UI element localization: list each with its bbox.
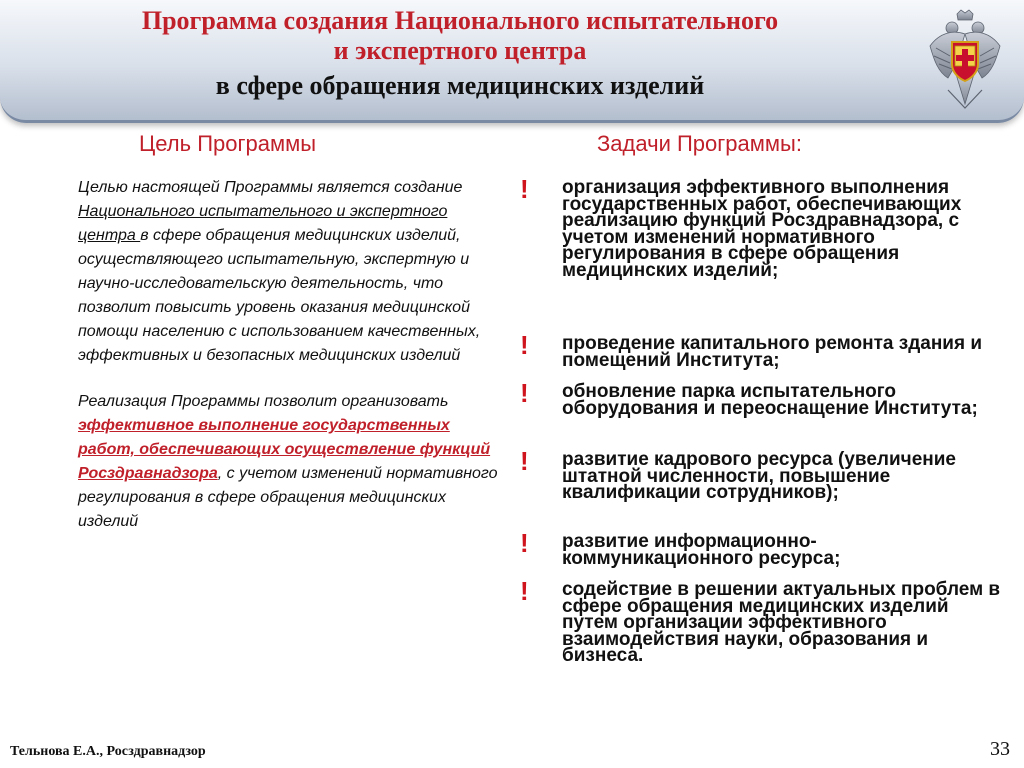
exclamation-icon: !	[520, 174, 529, 204]
title-line-1: Программа создания Национального испытательного	[141, 6, 779, 35]
exclamation-icon: !	[520, 330, 529, 360]
goal-p1-underlined: Национального испытательного и экспертного центра	[78, 203, 448, 244]
goal-p1-intro: Целью настоящей Программы является создание	[78, 179, 463, 196]
goal-paragraph-2	[48, 390, 498, 534]
task-text: организация эффективного выполнения государственных работ, обеспечивающих реализацию функций Росздравнадзора, с учетом изменений нормативного регулирования в сфере обращения медицинских изделий;	[562, 177, 962, 281]
goal-description	[48, 176, 498, 534]
goal-heading: Цель Программы	[139, 131, 317, 156]
task-text: проведение капитального ремонта здания и помещений Института;	[562, 333, 983, 371]
page-number: 33	[990, 738, 1010, 760]
exclamation-icon: !	[520, 446, 529, 476]
goal-p2-intro: Реализация Программы позволит организовать	[78, 393, 449, 410]
title-banner	[0, 0, 1024, 123]
exclamation-icon: !	[520, 528, 529, 558]
task-text: содействие в решении актуальных проблем в сфере обращения медицинских изделий путем организации эффективного взаимодействия науки, образования и бизнеса.	[562, 579, 1001, 666]
exclamation-icon: !	[520, 576, 529, 606]
goal-p1-rest: в сфере обращения медицинских изделий, осуществляющего испытательную, экспертную и научно-исследовательскую деятельность, что позволит повысить уровень оказания медицинской помощи населению с использованием качественных, эффективных и безопасных медицинских изделий	[78, 227, 481, 364]
task-text: развитие информационно-коммуникационного ресурса;	[562, 531, 841, 569]
double-headed-eagle-emblem-icon	[926, 8, 1004, 112]
task-text: развитие кадрового ресурса (увеличение штатной численности, повышение квалификации сотрудников);	[562, 449, 956, 503]
title-line-3: в сфере обращения медицинских изделий	[215, 71, 705, 100]
tasks-heading: Задачи Программы:	[597, 131, 802, 156]
goal-p2-highlight: эффективное выполнение государственных работ, обеспечивающих осуществление функций Росздравнадзора	[78, 417, 491, 482]
title-line-2: и экспертного центра	[333, 36, 587, 65]
goal-p2-rest: , с учетом изменений нормативного регулирования в сфере обращения медицинских изделий	[78, 465, 498, 530]
task-text: обновление парка испытательного оборудования и переоснащение Института;	[562, 381, 978, 419]
exclamation-icon: !	[520, 378, 529, 408]
goal-paragraph-1	[48, 176, 498, 368]
footer-author: Тельнова Е.А., Росздравнадзор	[10, 744, 206, 759]
